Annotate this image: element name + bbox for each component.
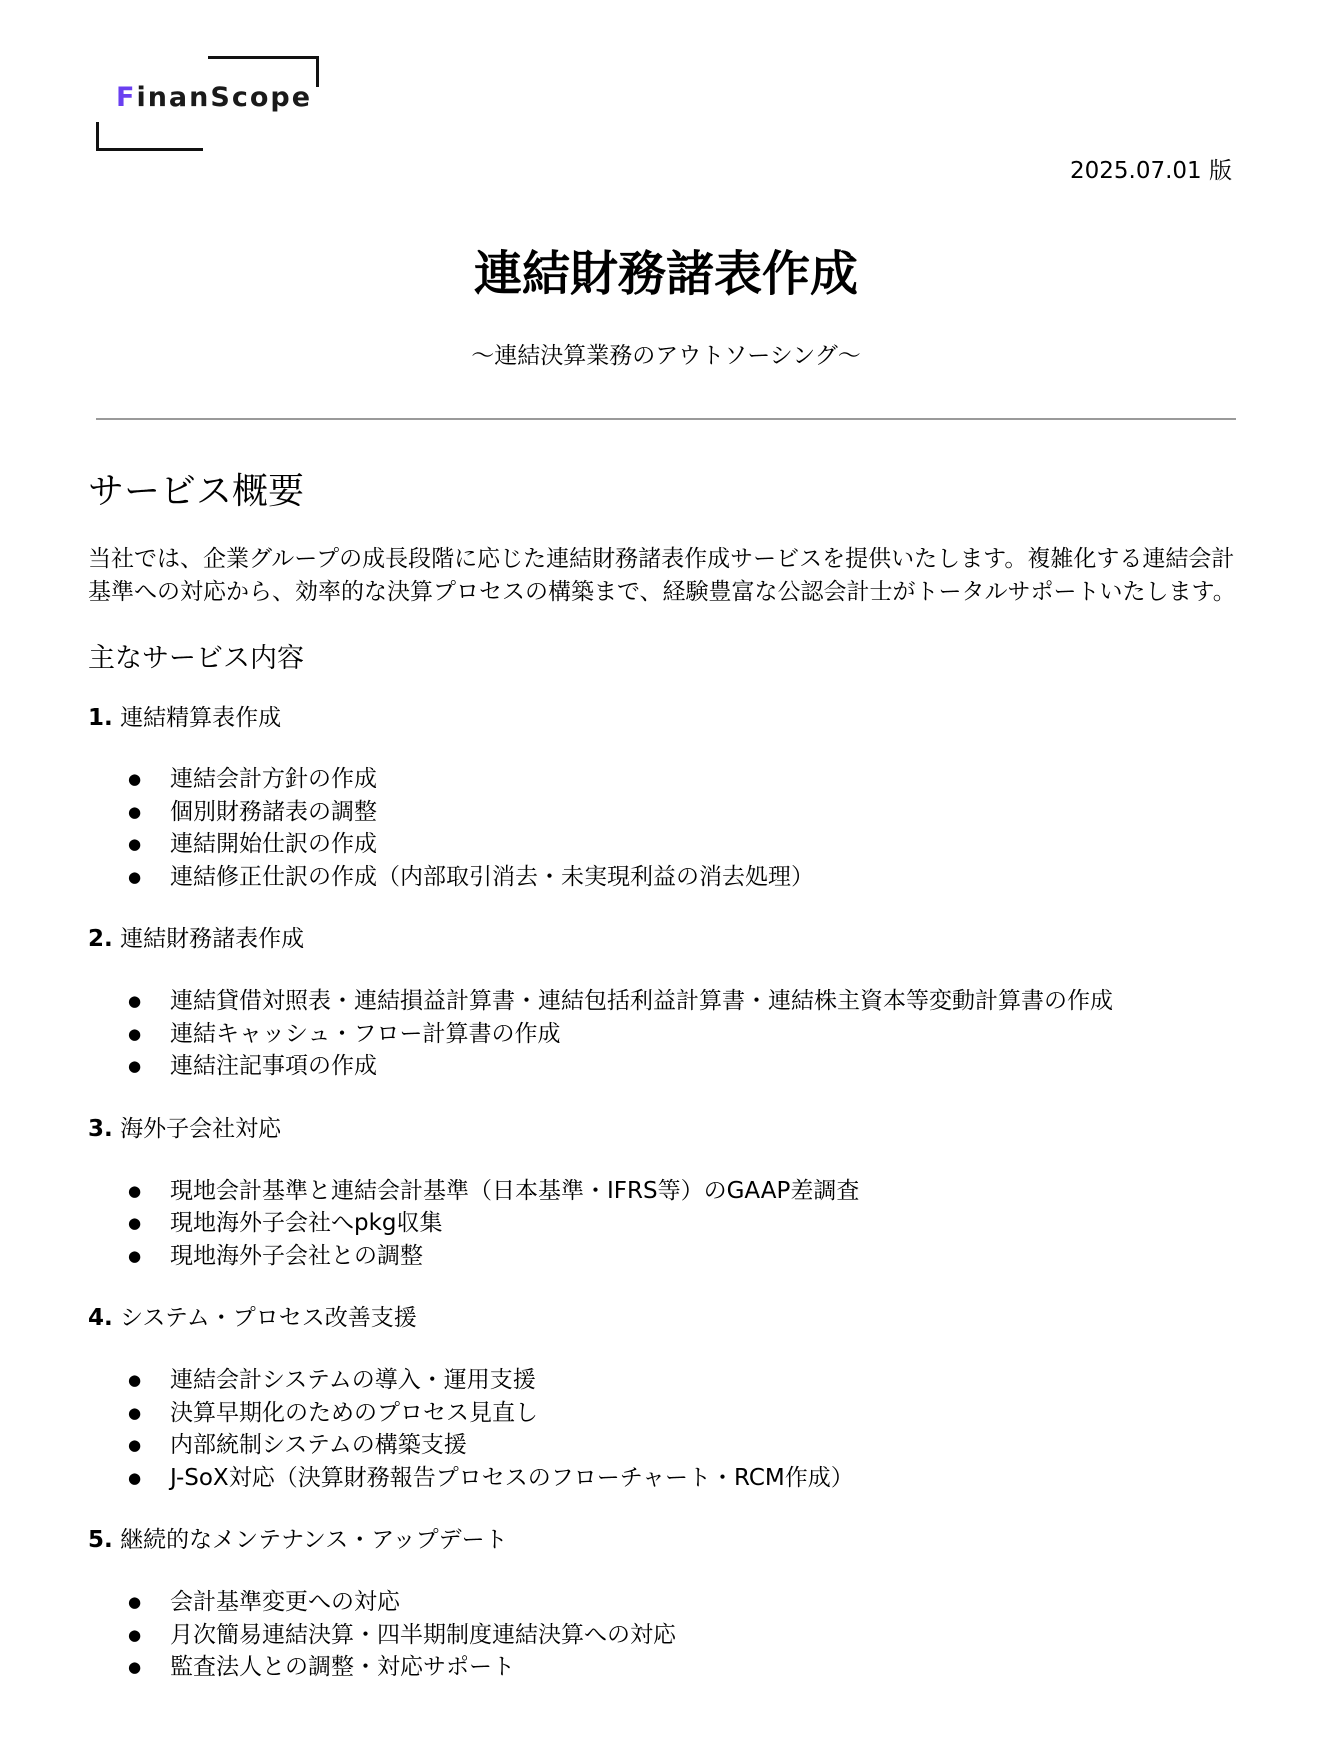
list-item-text: 会計基準変更への対応 (170, 1589, 400, 1616)
list-item (128, 763, 1238, 796)
list-item-text: 現地会計基準と連結会計基準（日本基準・IFRS等）のGAAP差調査 (170, 1177, 860, 1204)
list-item (128, 1050, 1238, 1083)
list-item (128, 1240, 1238, 1273)
section-number: 4. (88, 1305, 113, 1332)
service-item-list (88, 763, 1238, 893)
list-item (128, 1364, 1238, 1397)
service-section-title (88, 1526, 1238, 1556)
list-item-text: 連結修正仕訳の作成（内部取引消去・未実現利益の消去処理） (170, 863, 814, 890)
section-number: 5. (88, 1527, 113, 1554)
list-item-text: 監査法人との調整・対応サポート (170, 1654, 515, 1681)
list-item (128, 1175, 1238, 1208)
list-item-text: 連結キャッシュ・フロー計算書の作成 (170, 1020, 561, 1047)
bullet-icon: ● (128, 1214, 142, 1233)
list-item-text: 現地海外子会社との調整 (170, 1242, 423, 1269)
bullet-icon: ● (128, 1371, 142, 1390)
service-section-title (88, 1115, 1238, 1145)
list-item (128, 861, 1238, 894)
bullet-icon: ● (128, 1057, 142, 1076)
bullet-icon: ● (128, 1436, 142, 1455)
bullet-icon: ● (128, 992, 142, 1011)
list-item (128, 1462, 1238, 1495)
bullet-icon: ● (128, 802, 142, 821)
list-item-text: 連結会計方針の作成 (170, 766, 377, 793)
list-item (128, 796, 1238, 829)
divider (96, 418, 1236, 420)
service-item-list (88, 1586, 1238, 1684)
section-number: 2. (88, 926, 113, 953)
section-label: 継続的なメンテナンス・アップデート (120, 1527, 508, 1554)
bullet-icon: ● (128, 1658, 142, 1677)
services-heading: 主なサービス内容 (88, 643, 304, 675)
bullet-icon: ● (128, 1468, 142, 1487)
list-item-text: J-SoX対応（決算財務報告プロセスのフローチャート・RCM作成） (170, 1464, 854, 1491)
document-subtitle: ～連結決算業務のアウトソーシング～ (471, 343, 861, 369)
service-section-title (88, 1304, 1238, 1334)
service-section-title (88, 704, 1238, 734)
logo-wordmark-rest: inanScope (136, 82, 313, 113)
section-number: 1. (88, 704, 113, 731)
service-section-title (88, 925, 1238, 955)
list-item-text: 決算早期化のためのプロセス見直し (170, 1399, 538, 1426)
list-item-text: 現地海外子会社へpkg収集 (170, 1210, 443, 1237)
list-item-text: 連結開始仕訳の作成 (170, 831, 377, 858)
list-item (128, 1429, 1238, 1462)
section-label: 連結精算表作成 (120, 704, 282, 731)
bullet-icon: ● (128, 1593, 142, 1612)
service-sections (88, 704, 1238, 1684)
list-item-text: 連結注記事項の作成 (170, 1053, 377, 1080)
list-item (128, 1651, 1238, 1684)
list-item-text: 個別財務諸表の調整 (170, 798, 377, 825)
service-item-list (88, 985, 1238, 1083)
list-item (128, 828, 1238, 861)
list-item (128, 1586, 1238, 1619)
logo-wordmark-initial: F (116, 82, 137, 113)
section-label: 海外子会社対応 (120, 1115, 282, 1142)
edition-date: 2025.07.01 版 (1070, 158, 1232, 184)
list-item (128, 1207, 1238, 1240)
list-item (128, 985, 1238, 1018)
bullet-icon: ● (128, 1625, 142, 1644)
finanscope-logo (96, 56, 320, 150)
bullet-icon: ● (128, 1246, 142, 1265)
list-item-text: 連結会計システムの導入・運用支援 (170, 1367, 536, 1394)
section-label: システム・プロセス改善支援 (120, 1305, 417, 1332)
list-item-text: 連結貸借対照表・連結損益計算書・連結包括利益計算書・連結株主資本等変動計算書の作成 (170, 988, 1113, 1015)
logo-wordmark (116, 84, 312, 111)
list-item-text: 月次簡易連結決算・四半期制度連結決算への対応 (170, 1621, 676, 1648)
document-title: 連結財務諸表作成 (473, 246, 858, 302)
section-label: 連結財務諸表作成 (120, 926, 305, 953)
bullet-icon: ● (128, 1024, 142, 1043)
service-item-list (88, 1364, 1238, 1494)
bullet-icon: ● (128, 1403, 142, 1422)
bullet-icon: ● (128, 1181, 142, 1200)
logo-bracket-bottom-left (96, 122, 203, 151)
list-item-text: 内部統制システムの構築支援 (170, 1432, 467, 1459)
overview-intro: 当社では、企業グループの成長段階に応じた連結財務諸表作成サービスを提供いたします。複雑化する連結会計基準への対応から、効率的な決算プロセスの構築まで、経験豊富な公認会計士がトータルサポートいたします。 (88, 546, 1236, 606)
list-item (128, 1397, 1238, 1430)
section-number: 3. (88, 1115, 113, 1142)
list-item (128, 1619, 1238, 1652)
main-content (88, 470, 1238, 1684)
bullet-icon: ● (128, 867, 142, 886)
bullet-icon: ● (128, 835, 142, 854)
overview-heading: サービス概要 (88, 471, 305, 512)
service-item-list (88, 1175, 1238, 1273)
list-item (128, 1018, 1238, 1051)
bullet-icon: ● (128, 770, 142, 789)
